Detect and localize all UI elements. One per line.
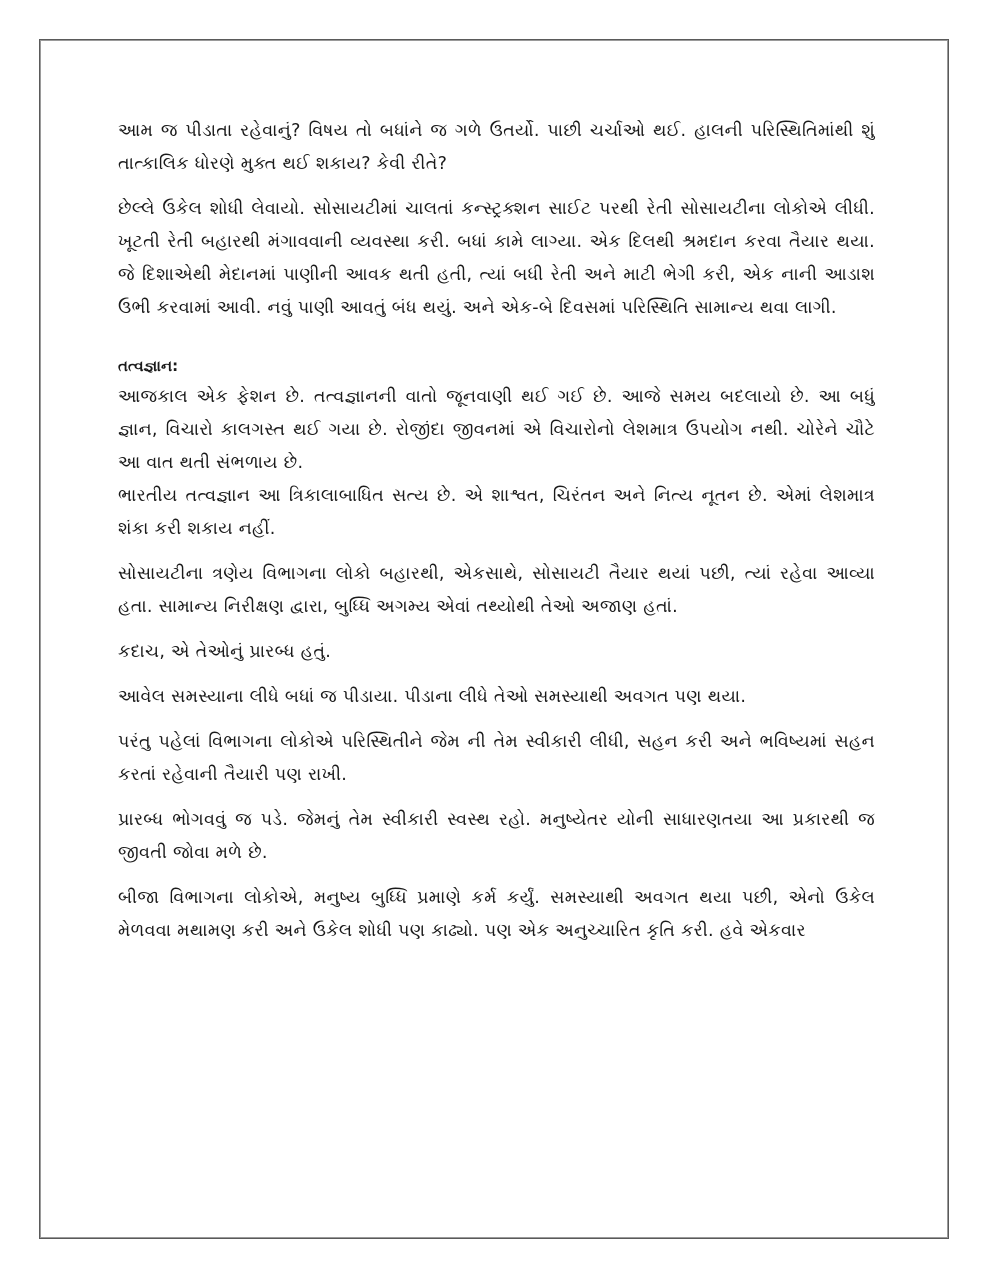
paragraph-7: આવેલ સમસ્યાના લીધે બધાં જ પીડાયા. પીડાના લીધે તેઓ સમસ્યાથી અવગત પણ થયા. — [118, 687, 747, 707]
paragraph-9: પ્રારબ્ધ ભોગવવું જ પડે. જેમનું તેમ સ્વીકારી સ્વસ્થ રહો. મનુષ્યેતર યોની સાધારણતયા આ પ્રકારથી જ જીવતી જોવા મળે છે. — [118, 810, 875, 863]
paragraph-2: છેલ્લે ઉકેલ શોધી લેવાયો. સોસાયટીમાં ચાલતાં કન્સ્ટ્રક્શન સાઈટ પરથી રેતી સોસાયટીના લોકોએ લીધી. ખૂટતી રેતી બહારથી મંગાવવાની વ્યવસ્થા કરી. બધાં કામે લાગ્યા. એક દિલથી શ્રમદાન કરવા તૈયાર થયા. જે દિશાએથી મેદાનમાં પાણીની આવક થતી હતી, ત્યાં બધી રેતી અને માટી ભેગી કરી, એક નાની આડાશ ઉભી કરવામાં આવી. નવું પાણી આવતું બંધ થયું. અને એક-બે દિવસમાં પરિસ્થિતિ સામાન્ય થવા લાગી. — [118, 199, 875, 318]
paragraph-3: આજકાલ એક ફેશન છે. તત્વજ્ઞાનની વાતો જૂનવાણી થઈ ગઈ છે. આજે સમય બદલાયો છે. આ બધું જ્ઞાન, વિચારો કાલગસ્ત થઈ ગયા છે. રોજીંદા જીવનમાં એ વિચારોનો લેશમાત્ર ઉપયોગ નથી. ચોરેને ચૌટે આ વાત થતી સંભળાય છે. — [118, 387, 875, 473]
section-heading: તત્વજ્ઞાન: — [118, 357, 179, 375]
document-body — [118, 115, 875, 960]
paragraph-1: આમ જ પીડાતા રહેવાનું? વિષય તો બધાંને જ ગળે ઉતર્યો. પાછી ચર્ચાઓ થઈ. હાલની પરિસ્થિતિમાંથી શું તાત્કાલિક ધોરણે મુક્ત થઈ શકાય? કેવી રીતે? — [118, 121, 875, 174]
paragraph-5: સોસાયટીના ત્રણેય વિભાગના લોકો બહારથી, એકસાથે, સોસાયટી તૈયાર થયાં પછી, ત્યાં રહેવા આવ્યા હતા. સામાન્ય નિરીક્ષણ દ્વારા, બુધ્ધિ અગમ્ય એવાં તથ્યોથી તેઓ અજાણ હતાં. — [118, 564, 875, 617]
paragraph-8: પરંતુ પહેલાં વિભાગના લોકોએ પરિસ્થિતીને જેમ ની તેમ સ્વીકારી લીધી, સહન કરી અને ભવિષ્યમાં સહન કરતાં રહેવાની તૈયારી પણ રાખી. — [118, 732, 875, 785]
paragraph-6: કદાચ, એ તેઓનું પ્રારબ્ધ હતું. — [118, 642, 332, 662]
paragraph-4: ભારતીય તત્વજ્ઞાન આ ત્રિકાલાબાધિત સત્ય છે. એ શાશ્વત, ચિરંતન અને નિત્ય નૂતન છે. એમાં લેશમાત્ર શંકા કરી શકાય નહીં. — [118, 486, 875, 539]
paragraph-10: બીજા વિભાગના લોકોએ, મનુષ્ય બુધ્ધિ પ્રમાણે કર્મ કર્યું. સમસ્યાથી અવગત થયા પછી, એનો ઉકેલ મેળવવા મથામણ કરી અને ઉકેલ શોધી પણ કાઢ્યો. પણ એક અનુચ્ચારિત કૃતિ કરી. હવે એકવાર — [118, 888, 875, 941]
